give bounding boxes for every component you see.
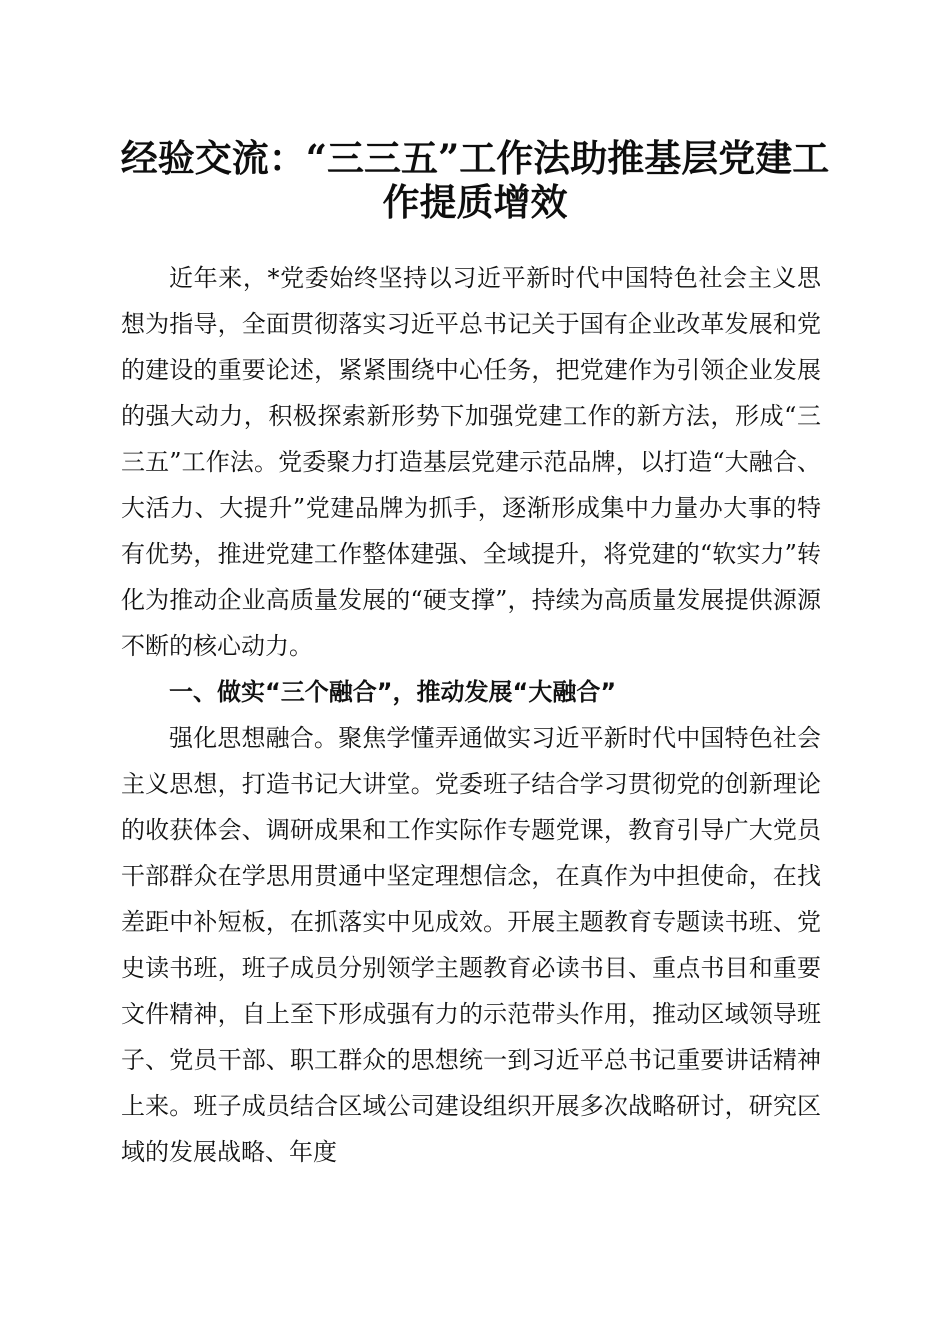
intro-paragraph: 近年来，*党委始终坚持以习近平新时代中国特色社会主义思想为指导，全面贯彻落实习近平总书记关于国有企业改革发展和党的建设的重要论述，紧紧围绕中心任务，把党建作为引领企业发展的强大动力，积极探索新形势下加强党建工作的新方法，形成“三三五”工作法。党委聚力打造基层党建示范品牌，以打造“大融合、大活力、大提升”党建品牌为抓手，逐渐形成集中力量办大事的特有优势，推进党建工作整体建强、全域提升，将党建的“软实力”转化为推动企业高质量发展的“硬支撑”，持续为高质量发展提供源源不断的核心动力。	[121, 264, 821, 660]
document-body	[121, 255, 821, 1175]
section-heading: 一、做实“三个融合”，推动发展“大融合”	[169, 678, 617, 706]
document-title: 经验交流：“三三五”工作法助推基层党建工作提质增效	[120, 136, 830, 224]
section-paragraph: 强化思想融合。聚焦学懂弄通做实习近平新时代中国特色社会主义思想，打造书记大讲堂。党委班子结合学习贯彻党的创新理论的收获体会、调研成果和工作实际作专题党课，教育引导广大党员干部群众在学思用贯通中坚定理想信念，在真作为中担使命，在找差距中补短板，在抓落实中见成效。开展主题教育专题读书班、党史读书班，班子成员分别领学主题教育必读书目、重点书目和重要文件精神，自上至下形成强有力的示范带头作用，推动区域领导班子、党员干部、职工群众的思想统一到习近平总书记重要讲话精神上来。班子成员结合区域公司建设组织开展多次战略研讨，研究区域的发展战略、年度	[121, 724, 821, 1166]
